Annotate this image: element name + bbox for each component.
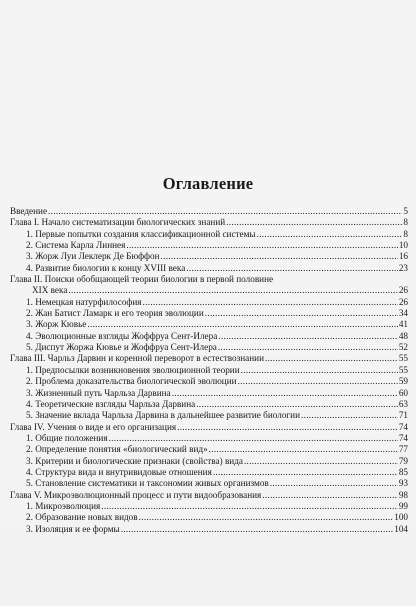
dot-leader <box>172 388 398 399</box>
dot-leader <box>270 478 398 489</box>
toc-entry-text: Глава I. Начало систематизации биологических знаний <box>10 217 226 228</box>
table-of-contents <box>10 206 408 535</box>
toc-chapter-entry <box>10 217 408 228</box>
toc-chapter-entry <box>10 490 408 501</box>
dot-leader <box>213 467 398 478</box>
dot-leader <box>218 331 398 342</box>
toc-entry-text: 4. Развитие биологии к концу XVIII века <box>26 262 186 273</box>
toc-entry-text: 3. Жорж Кювье <box>26 319 87 330</box>
dot-leader <box>196 399 398 410</box>
dot-leader <box>139 512 394 523</box>
toc-page-number: 26 <box>398 285 408 296</box>
toc-entry-text: 4. Теоретические взгляды Чарльза Дарвина <box>26 398 196 409</box>
toc-section-entry <box>10 467 408 478</box>
toc-entry-text: 1. Микроэволюция <box>26 500 101 511</box>
dot-leader <box>257 229 403 240</box>
toc-page-number: 48 <box>398 330 408 341</box>
toc-section-entry <box>10 399 408 410</box>
toc-section-entry <box>10 524 408 535</box>
toc-page-number: 10 <box>398 240 408 251</box>
toc-page-number: 85 <box>398 466 408 477</box>
toc-section-entry <box>10 501 408 512</box>
dot-leader <box>177 422 398 433</box>
toc-page-number: 23 <box>398 262 408 273</box>
toc-page-number: 34 <box>398 308 408 319</box>
dot-leader <box>161 251 398 262</box>
toc-entry-text: 2. Определение понятия «биологический вид» <box>26 444 208 455</box>
dot-leader <box>126 240 397 251</box>
toc-section-entry <box>10 410 408 421</box>
toc-page-number: 77 <box>398 444 408 455</box>
toc-chapter-entry <box>10 353 408 364</box>
dot-leader <box>265 353 398 364</box>
toc-page-number: 8 <box>403 217 408 228</box>
toc-entry-text: 3. Жорж Луи Леклерк Де Бюффон <box>26 251 160 262</box>
dot-leader <box>205 308 398 319</box>
toc-entry-text: Введение <box>10 206 48 216</box>
toc-entry-text: 5. Диспут Жоржа Кювье и Жоффруа Сент-Илера <box>26 342 217 353</box>
toc-section-entry <box>10 229 408 240</box>
toc-page-number: 16 <box>398 251 408 262</box>
toc-entry-text: Глава V. Микроэволюционный процесс и пути видообразования <box>10 489 262 500</box>
dot-leader <box>226 217 402 228</box>
dot-leader <box>301 410 398 421</box>
toc-section-entry <box>10 456 408 467</box>
dot-leader <box>238 376 398 387</box>
toc-entry-text: Глава II. Поиски обобщающей теории биологии в первой половине <box>10 274 274 285</box>
toc-page-number: 63 <box>398 398 408 409</box>
toc-page-number: 74 <box>398 432 408 443</box>
toc-page-number: 55 <box>398 364 408 375</box>
toc-entry-text: 3. Критерии и биологические признаки (свойства) вида <box>26 455 243 466</box>
toc-page-number: 100 <box>394 512 408 523</box>
toc-entry-text: 1. Предпосылки возникновения эволюционной теории <box>26 364 240 375</box>
toc-entry-text: 2. Система Карла Линнея <box>26 240 126 251</box>
toc-page-number: 60 <box>398 387 408 398</box>
toc-section-entry <box>10 319 408 330</box>
toc-page-number: 99 <box>398 500 408 511</box>
dot-leader <box>121 524 394 535</box>
dot-leader <box>241 365 398 376</box>
toc-section-entry <box>10 263 408 274</box>
toc-entry-text: 3. Жизненный путь Чарльза Дарвина <box>26 387 171 398</box>
dot-leader <box>186 263 398 274</box>
toc-page-number: 71 <box>398 410 408 421</box>
toc-page-number: 41 <box>398 319 408 330</box>
toc-section-entry <box>10 478 408 489</box>
toc-section-entry <box>10 376 408 387</box>
toc-entry-text: 1. Общие положения <box>26 432 108 443</box>
toc-page-number: 74 <box>398 421 408 432</box>
dot-leader <box>262 490 398 501</box>
toc-section-entry <box>10 444 408 455</box>
toc-entry-text: Глава III. Чарльз Дарвин и коренной переворот в естествознании <box>10 353 264 364</box>
toc-page-number: 98 <box>398 489 408 500</box>
toc-section-entry <box>10 512 408 523</box>
toc-entry-text: 1. Немецкая натурфилософия <box>26 296 142 307</box>
toc-section-entry <box>10 342 408 353</box>
toc-entry-text: Глава IV. Учения о виде и его организация <box>10 421 177 432</box>
toc-page-number: 8 <box>403 228 408 239</box>
toc-entry <box>10 274 408 285</box>
toc-section-entry <box>10 388 408 399</box>
toc-entry-text: 4. Эволюционные взгляды Жоффруа Сент-Илера <box>26 330 218 341</box>
toc-page-number: 26 <box>398 296 408 307</box>
toc-entry-text: XIX века <box>32 285 68 296</box>
toc-section-entry <box>10 365 408 376</box>
toc-section-entry <box>10 331 408 342</box>
toc-section-entry <box>10 433 408 444</box>
toc-entry-text: 2. Жан Батист Ламарк и его теория эволюции <box>26 308 204 319</box>
toc-section-entry <box>10 240 408 251</box>
toc-entry-text: 5. Значение вклада Чарльза Дарвина в дальнейшее развитие биологии <box>26 410 301 421</box>
toc-section-entry <box>10 308 408 319</box>
toc-page-number: 93 <box>398 478 408 489</box>
toc-chapter-entry <box>10 206 408 217</box>
toc-entry-text: 2. Образование новых видов <box>26 512 138 523</box>
toc-page-number: 52 <box>398 342 408 353</box>
dot-leader <box>109 433 398 444</box>
toc-entry-text: 3. Изоляция и ее формы <box>26 523 120 534</box>
dot-leader <box>48 206 402 217</box>
toc-chapter-entry <box>10 422 408 433</box>
toc-entry-continuation <box>10 285 408 296</box>
dot-leader <box>218 342 398 353</box>
toc-page-number: 59 <box>398 376 408 387</box>
toc-section-entry <box>10 251 408 262</box>
toc-page-number: 5 <box>403 206 408 216</box>
dot-leader <box>143 297 398 308</box>
dot-leader <box>209 444 398 455</box>
dot-leader <box>68 285 397 296</box>
toc-entry-text: 1. Первые попытки создания классификационной системы <box>26 228 256 239</box>
page-title: Оглавление <box>162 174 254 193</box>
dot-leader <box>244 456 398 467</box>
dot-leader <box>101 501 398 512</box>
toc-page-number: 55 <box>398 353 408 364</box>
toc-section-entry <box>10 297 408 308</box>
toc-entry-text: 2. Проблема доказательства биологической эволюции <box>26 376 237 387</box>
toc-page-number: 79 <box>398 455 408 466</box>
dot-leader <box>87 319 397 330</box>
toc-entry-text: 4. Структура вида и внутривидовые отношения <box>26 466 212 477</box>
toc-entry-text: 5. Становление систематики и таксономии живых организмов <box>26 478 269 489</box>
toc-page-number: 104 <box>394 523 408 534</box>
